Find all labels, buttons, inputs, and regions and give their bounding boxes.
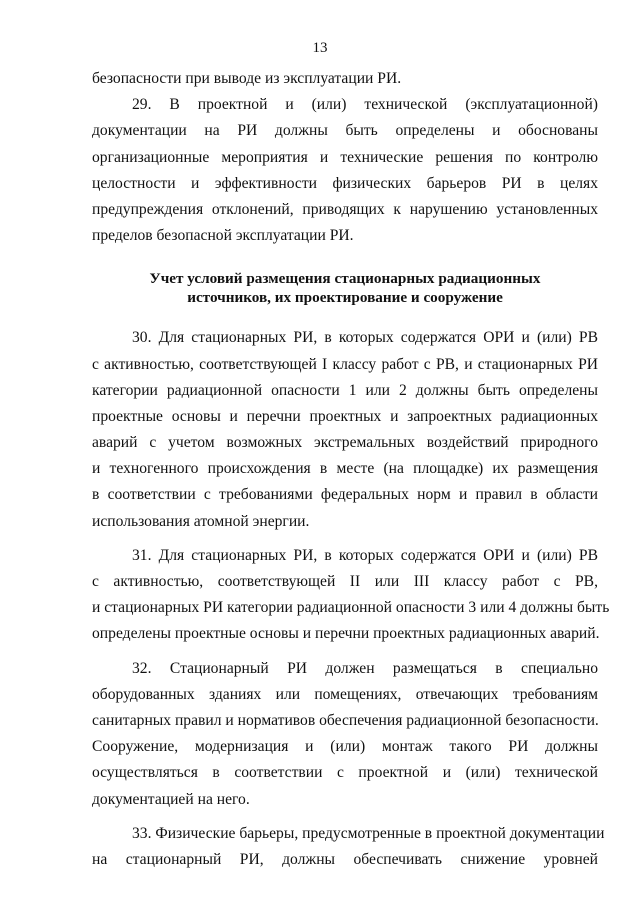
- text-line: с активностью, соответствующей II или III классу работ с РВ,: [92, 573, 598, 590]
- text-line: санитарных правил и нормативов обеспечения радиационной безопасности.: [92, 711, 599, 729]
- text-line: категории радиационной опасности 1 или 2 должны быть определены: [92, 381, 598, 399]
- text-line: определены проектные основы и перечни проектных радиационных аварий.: [92, 625, 600, 643]
- page-number: 13: [312, 40, 328, 56]
- paragraph-32: [92, 656, 598, 813]
- text-line: и техногенного происхождения в месте (на площадке) их размещения: [92, 460, 598, 478]
- text-line: 32. Стационарный РИ должен размещаться в специально: [132, 659, 598, 677]
- paragraph-33: [92, 821, 605, 873]
- paragraph-continuation: [92, 66, 598, 92]
- paragraph-29: [92, 92, 598, 249]
- text-line: использования атомной энергии.: [92, 512, 310, 530]
- section-heading: [92, 269, 598, 307]
- text-line: документацией на него.: [92, 790, 250, 808]
- text-line: 33. Физические барьеры, предусмотренные в проектной документации: [132, 824, 605, 842]
- paragraph-gap: [92, 813, 598, 821]
- paragraph-gap: [92, 648, 598, 656]
- text-line: 29. В проектной и (или) технической (эксплуатационной): [132, 96, 598, 114]
- text-line: Сооружение, модернизация и (или) монтаж такого РИ должны: [92, 738, 598, 756]
- text-line: в соответствии с требованиями федеральных норм и правил в области: [92, 486, 598, 504]
- text-line: аварий с учетом возможных экстремальных воздействий природного: [92, 434, 598, 452]
- heading-line: Учет условий размещения стационарных радиационных: [149, 270, 541, 288]
- text-line: пределов безопасной эксплуатации РИ.: [92, 227, 354, 245]
- text-line: оборудованных зданиях или помещениях, отвечающих требованиям: [92, 685, 598, 703]
- text-line: целостности и эффективности физических барьеров РИ в целях: [92, 174, 598, 192]
- text-line: документации на РИ должны быть определены и обоснованы: [92, 122, 598, 140]
- text-line: осуществляться в соответствии с проектной и (или) технической: [92, 764, 598, 782]
- heading-line: источников, их проектирование и сооружение: [187, 289, 503, 307]
- paragraph-31: [92, 543, 610, 648]
- text-line: безопасности при выводе из эксплуатации РИ.: [92, 70, 402, 87]
- document-body: [92, 66, 610, 873]
- text-line: и стационарных РИ категории радиационной опасности 3 или 4 должны быть: [92, 599, 610, 617]
- text-line: на стационарный РИ, должны обеспечивать снижение уровней: [92, 850, 598, 868]
- text-line: организационные мероприятия и технические решения по контролю: [92, 148, 598, 166]
- text-line: предупреждения отклонений, приводящих к нарушению установленных: [92, 200, 598, 218]
- paragraph-gap: [92, 535, 598, 543]
- text-line: с активностью, соответствующей I классу работ с РВ, и стационарных РИ: [92, 355, 598, 373]
- paragraph-30: [92, 325, 598, 535]
- text-line: проектные основы и перечни проектных и запроектных радиационных: [92, 407, 598, 425]
- text-line: 31. Для стационарных РИ, в которых содержатся ОРИ и (или) РВ: [132, 546, 598, 564]
- text-line: 30. Для стационарных РИ, в которых содержатся ОРИ и (или) РВ: [132, 329, 598, 347]
